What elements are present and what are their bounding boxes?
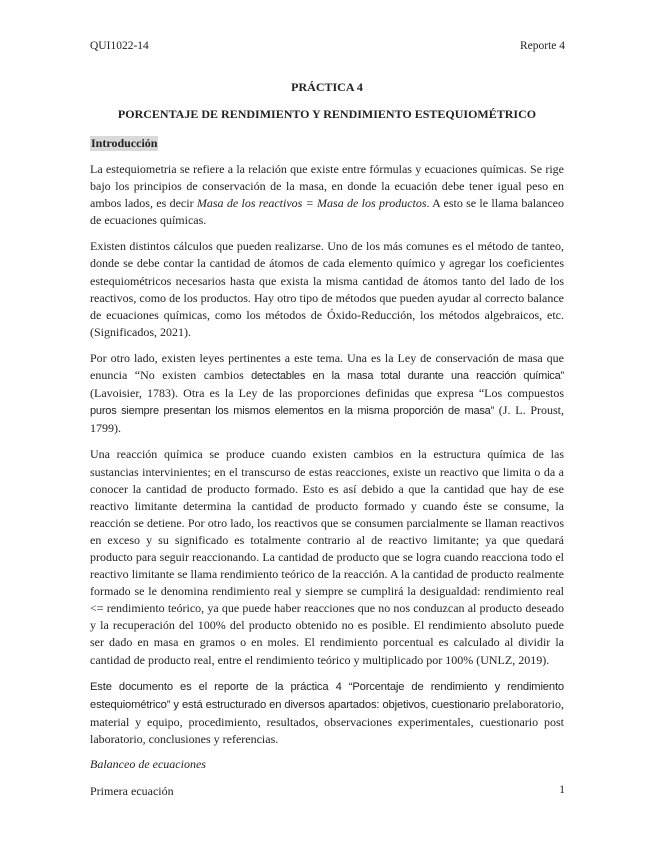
paragraph-text: (Lavoisier, 1783). Otra es la Ley de las proporciones definidas que expresa “Los compuestos xyxy=(90,386,564,401)
page-number: 1 xyxy=(559,784,565,796)
paragraph-limiting-reagent: Una reacción química se produce cuando existen cambios en la estructura química de las sustancias intervinientes; en el transcurso de estas reacciones, existe un reactivo que limita o da a conocer la cantidad de producto formado. Esto es así debido a que la cantidad que hay de ese reactivo limitante determina la cantidad de producto formado y cuando éste se consume, la reacción se detiene. Por otro lado, los reactivos que se consumen parcialmente se llaman reactivos en exceso y su significado es totalmente contrario al de reactivo limitante; ya que quedará producto para seguir reaccionando. La cantidad de producto que se logra cuando reacciona todo el reactivo limitante se llama rendimiento teórico de la reacción. A la cantidad de producto realmente formado se le denomina rendimiento real y siempre se cumplirá la desigualdad: rendimiento real <= rendimiento teórico, ya que puede haber reacciones que no nos conduzcan al producto deseado y la recuperación del 100% del producto obtenido no es posible. El rendimiento absoluto puede ser dado en masa en gramos o en moles. El rendimiento porcentual es calculado al dividir la cantidad de producto real, entre el rendimiento teórico y multiplicado por 100% (UNLZ, 2019). xyxy=(90,447,564,667)
mass-equation-italic: Masa de los reactivos = Masa de los productos xyxy=(196,196,427,211)
subheading-equation-balancing: Balanceo de ecuaciones xyxy=(90,757,206,771)
document-body xyxy=(90,80,564,799)
paragraph-text: . A esto se le llama balanceo de ecuaciones químicas. xyxy=(90,196,565,228)
proust-quote: puros siempre presentan los mismos elementos en la misma proporción de masa” xyxy=(90,405,495,418)
paragraph-methods: Existen distintos cálculos que pueden realizarse. Uno de los más comunes es el método de tanteo, donde se debe contar la cantidad de átomos de cada elemento químico y agregar los coeficientes estequiométricos necesarios hasta que exista la misma cantidad de átomos tanto del lado de los reactivos, como de los productos. Hay otro tipo de métodos que pueden ayudar al correcto balance de ecuaciones químicas, como los métodos de Óxido-Reducción, los métodos algebraicos, etc. (Significados, 2021). xyxy=(90,239,564,339)
header-report-label: Reporte 4 xyxy=(519,40,565,52)
paragraph-laws xyxy=(90,350,564,437)
paragraph-text: (J. L. Proust, 1799). xyxy=(90,403,565,436)
paragraph-text: Por otro lado, existen leyes pertinentes a este tema. Una es la Ley de conservación de masa que enuncia “No existen cambios xyxy=(90,350,564,383)
paragraph-text: La estequiometria se refiere a la relación que existe entre fórmulas y ecuaciones químicas. Se rige bajo los principios de conservación de la masa, en donde la ecuación debe tener igual peso en ambos lados, es decir xyxy=(90,162,564,211)
lavoisier-quote: detectables en la masa total durante una reacción química” xyxy=(243,370,564,383)
paragraph-text: prelaboratorio, material y equipo, procedimiento, resultados, observaciones experimentales, cuestionario post laboratorio, conclusiones y referencias. xyxy=(90,696,565,746)
paragraph-text: Este documento es el reporte de la práctica 4 “Porcentaje de rendimiento y rendimiento estequiométrico” y está estructurado en diversos apartados: objetivos, cuestionario xyxy=(90,680,564,711)
header-course-code: QUI1022-14 xyxy=(90,40,149,52)
paragraph-stoichiometry xyxy=(90,161,564,229)
section-heading-introduction: Introducción xyxy=(91,136,158,150)
paragraph-document-structure xyxy=(90,678,564,748)
practice-title: PRÁCTICA 4 xyxy=(291,80,363,94)
first-equation-label: Primera ecuación xyxy=(90,784,174,798)
practice-subtitle: PORCENTAJE DE RENDIMIENTO Y RENDIMIENTO ESTEQUIOMÉTRICO xyxy=(117,107,537,121)
